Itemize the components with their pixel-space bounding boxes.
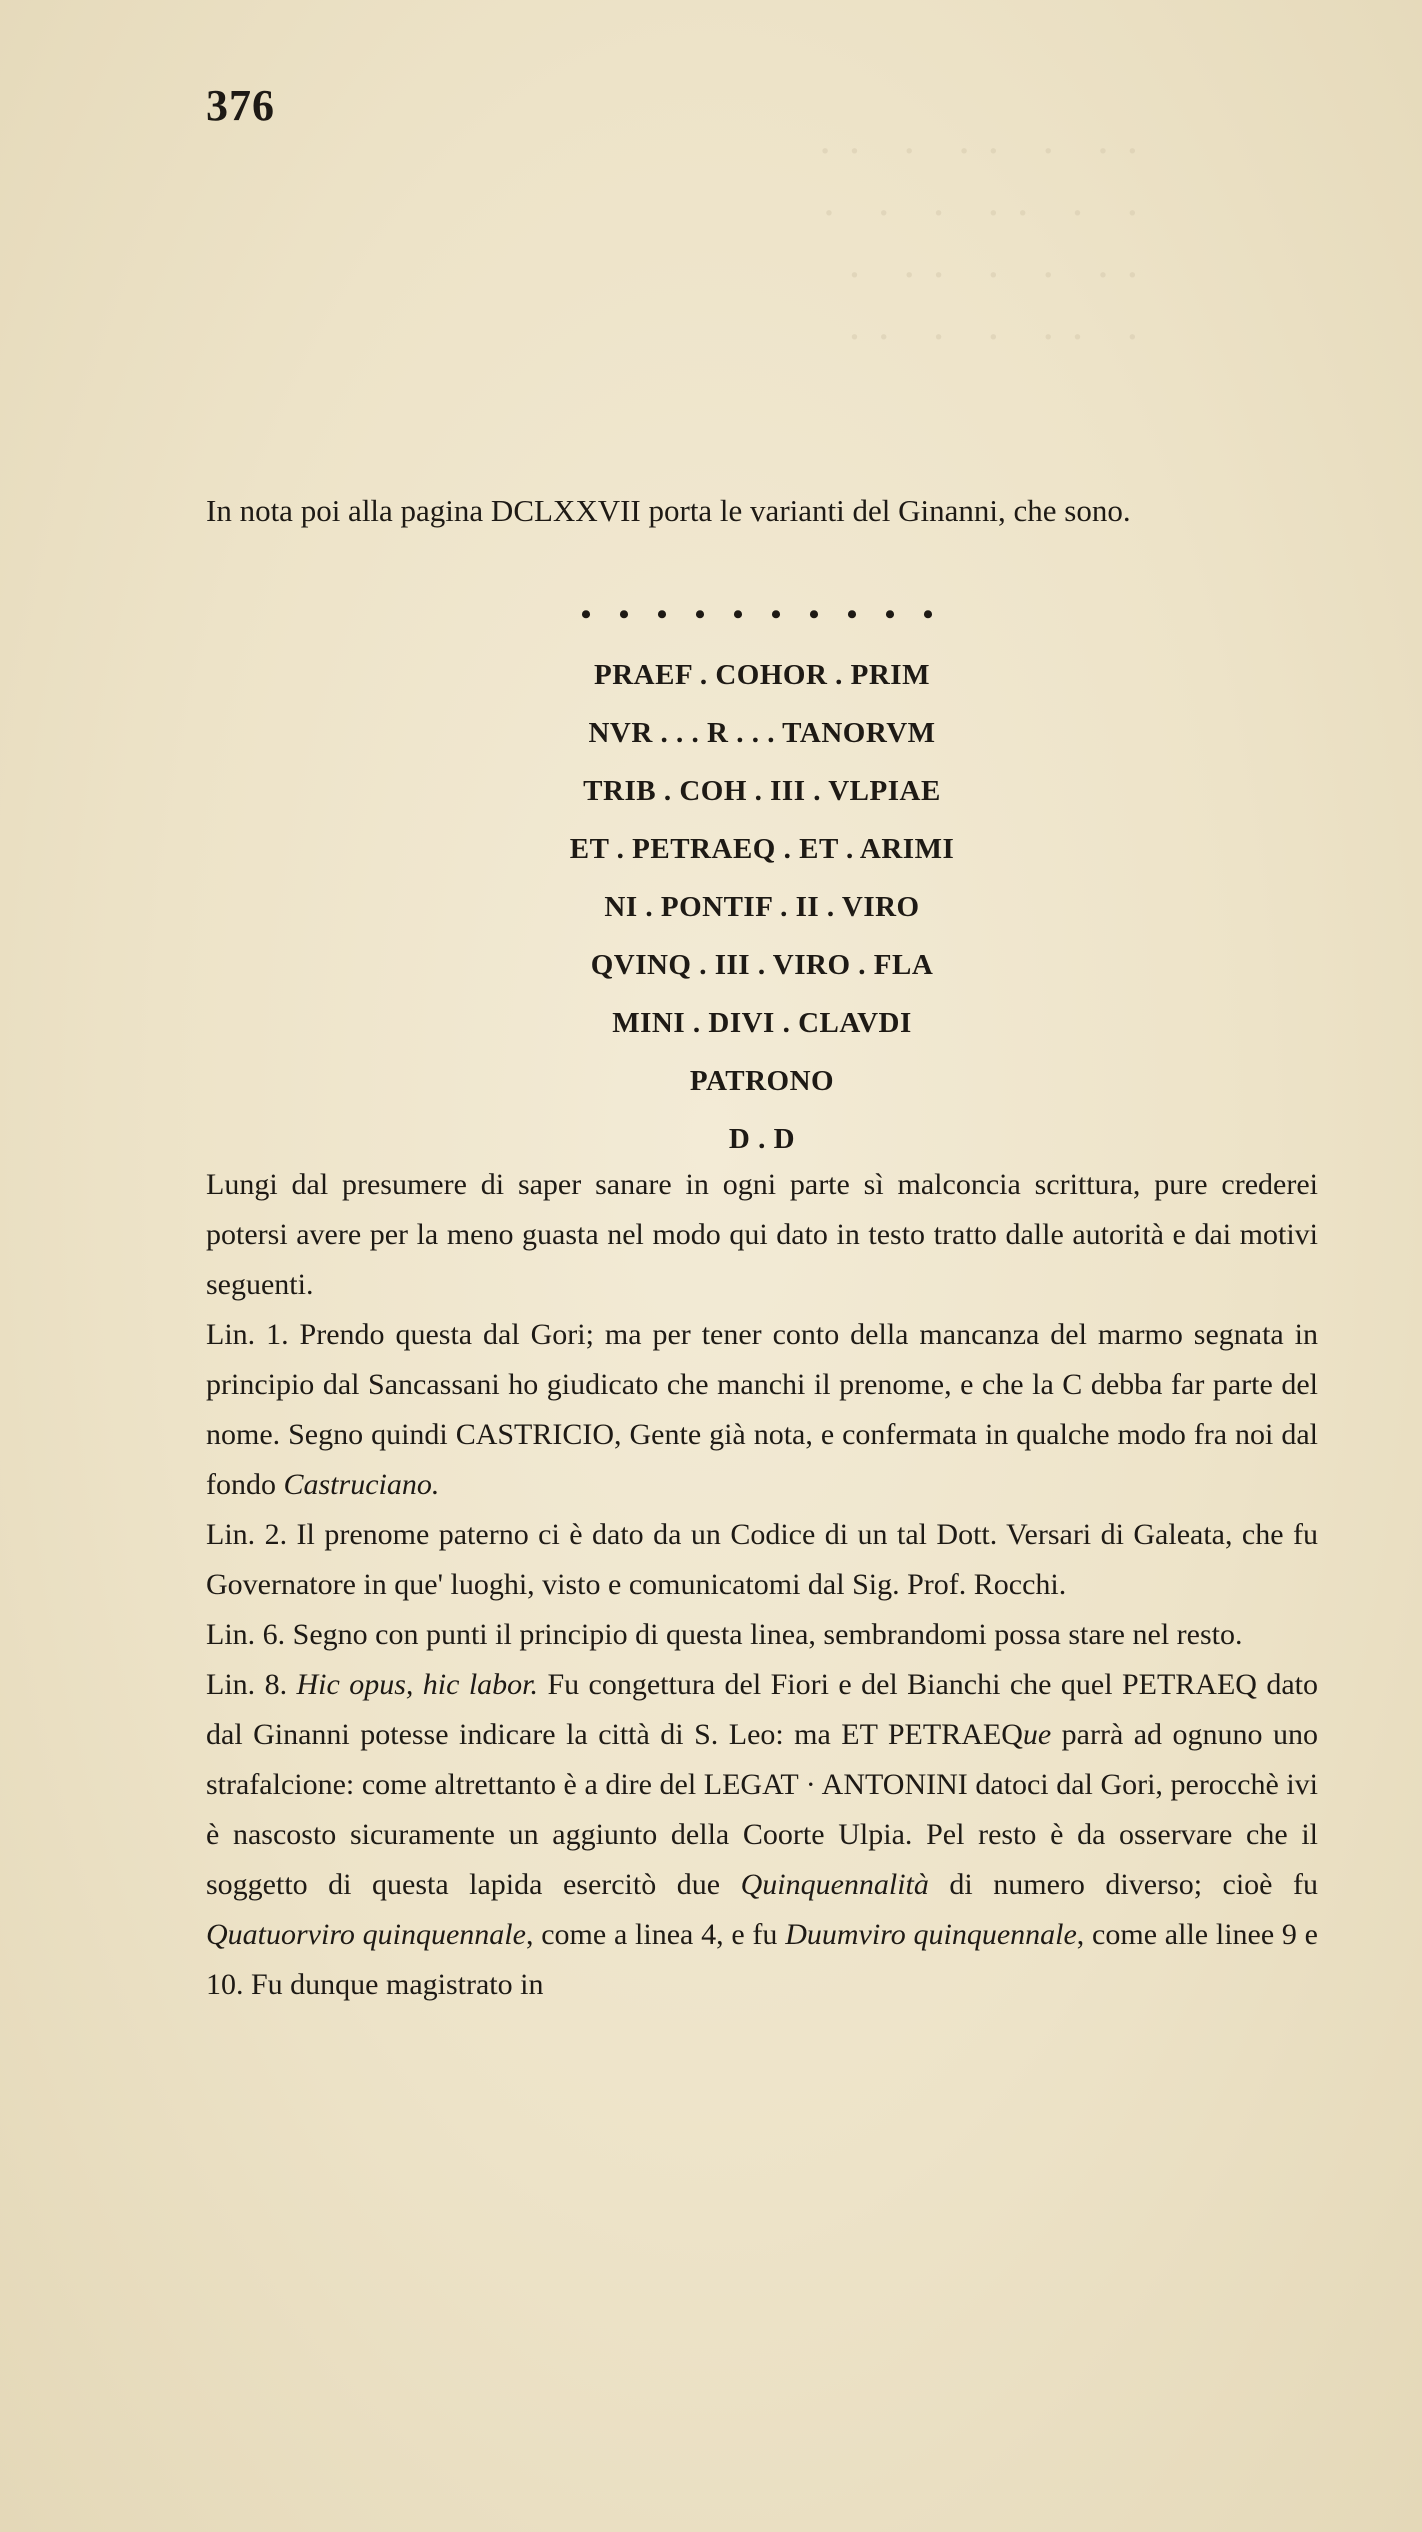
inscription-line: ET . PETRAEQ . ET . ARIMI — [569, 833, 955, 865]
paragraph-text: Lin. 6. Segno con punti il principio di questa linea, sembrandomi possa stare nel resto. — [206, 1618, 1243, 1651]
inscription-line: QVINQ . III . VIRO . FLA — [590, 949, 934, 981]
inscription-line: MINI . DIVI . CLAVDI — [612, 1007, 912, 1039]
bleed-through-decoration: ·· · ·· · ·· · · ·· · · · ·· · · ·· · · ·· · · ·· — [803, 125, 1140, 362]
paragraph-text: Lin. 2. Il prenome paterno ci è dato da un Codice di un tal Dott. Versari di Galeata, che fu Governatore in que' luoghi, visto e comunicatomi dal Sig. Prof. Rocchi. — [206, 1518, 1318, 1601]
paragraph-lin-2 — [206, 1510, 1318, 1610]
paragraph-lin-6 — [206, 1610, 1318, 1660]
page-number: 376 — [206, 81, 275, 130]
paragraph-text: Lin. 1. Prendo questa dal Gori; ma per tener conto della mancanza del marmo segnata in principio dal Sancassani ho giudicato che manchi il prenome, e che la C debba far parte del nome. Segno quindi CASTRICIO, Gente già nota, e confermata in qualche modo fra noi dal fondo — [206, 1318, 1318, 1501]
paragraph-text: , come alle linee 9 e 10. Fu dunque magistrato in — [206, 1918, 1318, 2001]
italic-term: Duumviro quinquennale — [785, 1918, 1077, 1951]
intro-paragraph: In nota poi alla pagina DCLXXVII porta le varianti del Ginanni, che sono. — [206, 493, 1131, 528]
italic-term: Quatuorviro quinquennale — [206, 1918, 526, 1951]
paragraph-text: di numero diverso; cioè fu — [928, 1868, 1318, 1901]
italic-term: ue — [1022, 1718, 1052, 1751]
paragraph-lin-8 — [206, 1660, 1318, 2010]
inscription-line: PRAEF . COHOR . PRIM — [594, 659, 930, 691]
inscription-line: TRIB . COH . III . VLPIAE — [583, 775, 941, 807]
inscription-line: NVR . . . R . . . TANORVM — [588, 717, 936, 749]
paragraph-text: , come a linea 4, e fu — [525, 1918, 786, 1951]
inscription-block — [206, 600, 1318, 1168]
paragraph-text: Fu congettura del Fiori e del Bianchi che quel PETRAEQ dato dal Ginanni potesse indicare la città di S. Leo: ma ET PETRAEQ — [206, 1668, 1318, 1751]
inscription-line: D . D — [728, 1123, 796, 1155]
italic-term: Quinquennalità — [740, 1868, 929, 1901]
paragraph-text: parrà ad ognuno uno strafalcione: come altrettanto è a dire del LEGAT · ANTONINI datoci dal Gori, perocchè ivi è nascosto sicuramente un aggiunto della Coorte Ulpia. Pel resto è da osservare che il soggetto di questa lapida esercitò due — [206, 1718, 1318, 1901]
inscription-dots: • • • • • • • • • • — [580, 598, 944, 631]
paragraph-intro — [206, 1160, 1318, 1310]
paragraph-text: Lin. 8. — [206, 1668, 297, 1701]
italic-term: Castruciano. — [283, 1468, 440, 1501]
paragraph-text: Lungi dal presumere di saper sanare in ogni parte sì malconcia scrittura, pure crederei potersi avere per la meno guasta nel modo qui dato in testo tratto dalle autorità e dai motivi seguenti. — [206, 1168, 1318, 1301]
commentary-text — [206, 1160, 1318, 2010]
italic-term: Hic opus, hic labor. — [296, 1668, 539, 1701]
inscription-line: NI . PONTIF . II . VIRO — [604, 891, 920, 923]
paragraph-lin-1 — [206, 1310, 1318, 1510]
inscription-line: PATRONO — [689, 1065, 835, 1097]
